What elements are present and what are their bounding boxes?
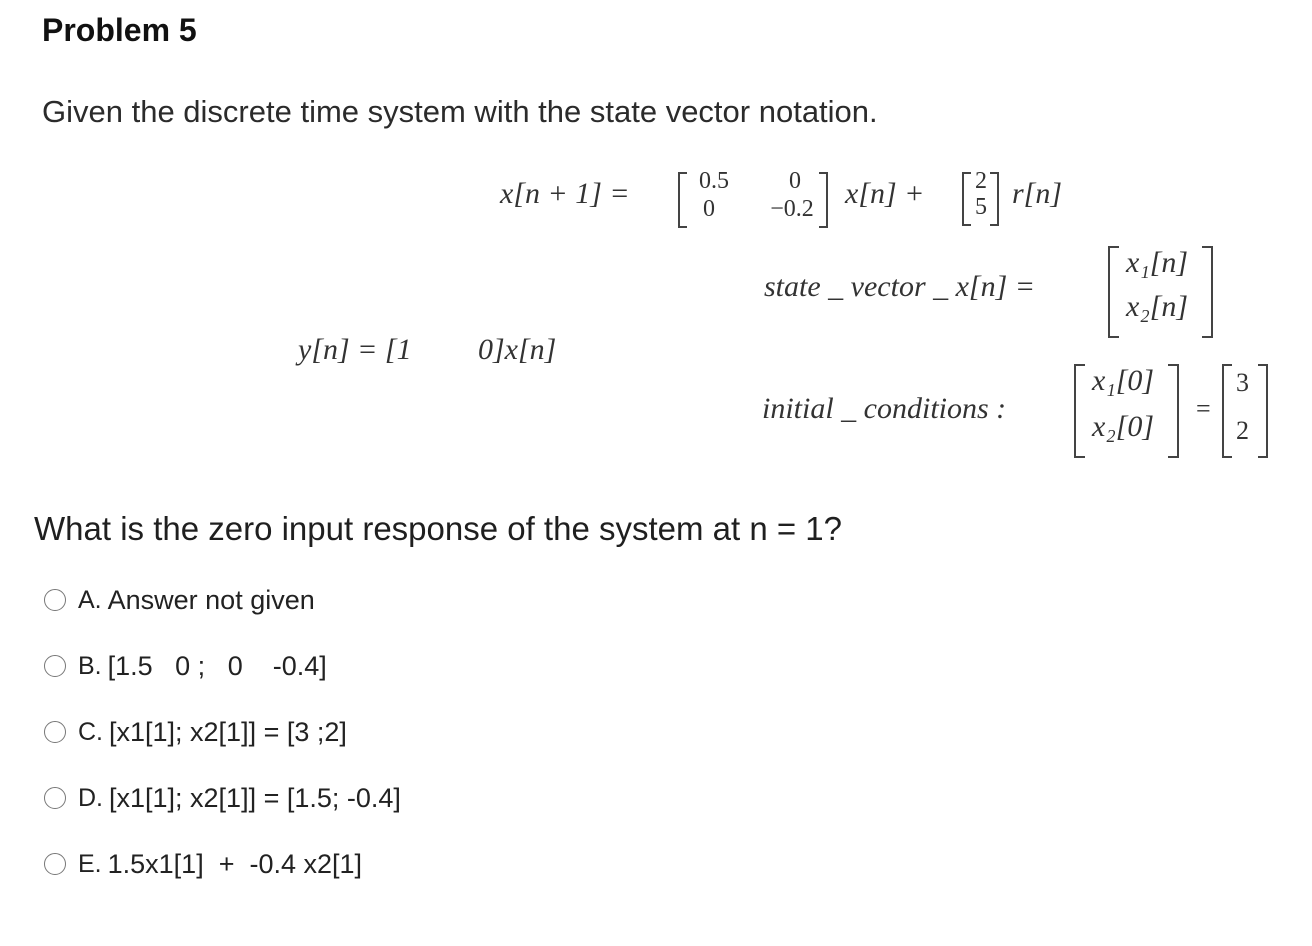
radio-button[interactable] xyxy=(44,853,66,875)
initial-conditions-label: initial _ conditions : xyxy=(762,392,1007,425)
initial-x2: x₂[0] xyxy=(1092,410,1155,443)
state-eq-tail: r[n] xyxy=(1012,177,1063,210)
matrix-a xyxy=(676,166,836,228)
state-eq-lhs: x[n + 1] = xyxy=(500,177,630,210)
output-eq-rest: 0]x[n] xyxy=(478,333,557,366)
initial-value-1: 3 xyxy=(1236,368,1249,397)
matrix-b xyxy=(962,168,1002,226)
option-letter: A. xyxy=(78,585,102,614)
state-vector-x2: x₂[n] xyxy=(1126,290,1189,323)
option-letter: C. xyxy=(78,717,103,746)
option-text: Answer not given xyxy=(107,584,315,615)
radio-button[interactable] xyxy=(44,655,66,677)
problem-title: Problem 5 xyxy=(42,12,197,48)
option-c[interactable] xyxy=(44,717,347,747)
option-text: 1.5x1[1] + -0.4 x2[1] xyxy=(107,848,363,879)
option-d[interactable] xyxy=(44,783,401,813)
option-text: [x1[1]; x2[1]] = [1.5; -0.4] xyxy=(109,782,401,813)
option-letter: D. xyxy=(78,783,103,812)
option-text: [x1[1]; x2[1]] = [3 ;2] xyxy=(109,716,347,747)
initial-value-2: 2 xyxy=(1236,416,1249,445)
state-vector-x1: x₁[n] xyxy=(1126,246,1189,279)
state-vector-matrix xyxy=(1106,244,1216,340)
question-text: What is the zero input response of the system at n = 1? xyxy=(34,510,843,547)
option-a[interactable] xyxy=(44,585,315,615)
option-e[interactable] xyxy=(44,849,362,879)
initial-vector-matrix xyxy=(1072,362,1182,458)
option-letter: E. xyxy=(78,849,102,878)
matrix-a-11: 0.5 xyxy=(699,168,729,194)
matrix-b-1: 2 xyxy=(975,168,987,194)
matrix-a-12: 0 xyxy=(789,168,801,194)
state-eq-mid: x[n] + xyxy=(845,177,925,210)
state-equation xyxy=(0,150,1312,240)
matrix-a-21: 0 xyxy=(703,196,715,222)
output-eq-lhs: y[n] = [1 xyxy=(298,333,412,366)
initial-x1: x₁[0] xyxy=(1092,364,1155,397)
radio-button[interactable] xyxy=(44,721,66,743)
problem-intro: Given the discrete time system with the state vector notation. xyxy=(42,94,878,129)
option-b[interactable] xyxy=(44,651,327,681)
initial-equals: = xyxy=(1196,394,1211,423)
radio-button[interactable] xyxy=(44,787,66,809)
state-vector-label: state _ vector _ x[n] = xyxy=(764,270,1036,303)
matrix-b-2: 5 xyxy=(975,194,987,220)
matrix-a-22: −0.2 xyxy=(770,196,814,222)
option-text: [1.5 0 ; 0 -0.4] xyxy=(107,650,327,681)
option-letter: B. xyxy=(78,651,102,680)
radio-button[interactable] xyxy=(44,589,66,611)
initial-values-matrix xyxy=(1222,362,1270,458)
